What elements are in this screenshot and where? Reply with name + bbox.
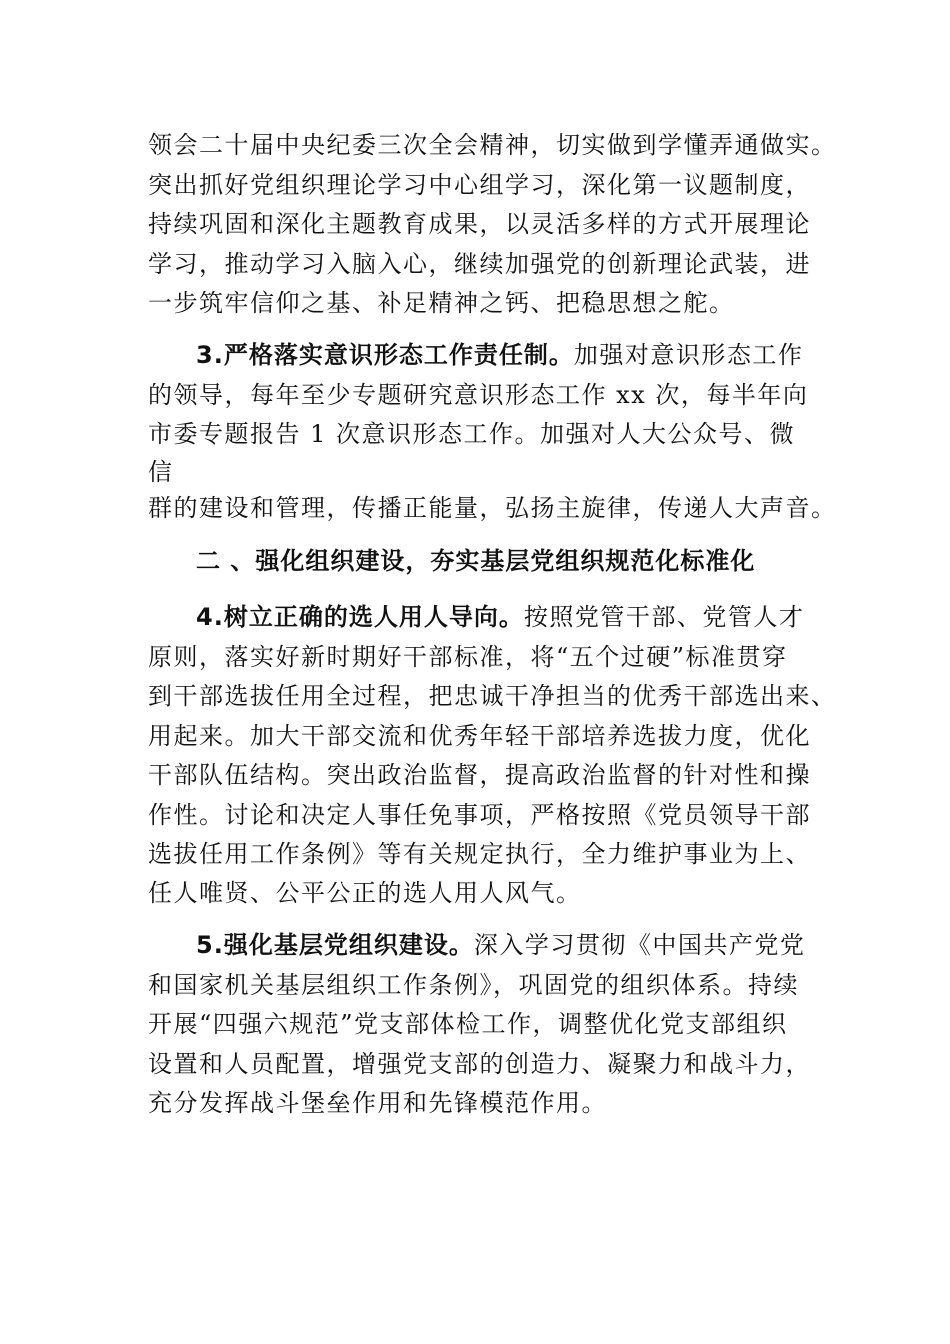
item-4-line-6: 作性。讨论和决定人事任免事项，严格按照《党员领导干部: [148, 801, 811, 829]
section-2-heading: 二 、强化组织建设，夯实基层党组织规范化标准化: [196, 547, 756, 575]
paragraph-1-line-2: 突出抓好党组织理论学习中心组学习，深化第一议题制度，: [148, 171, 811, 199]
item-4-line-7: 选拔任用工作条例》等有关规定执行，全力维护事业为上、: [148, 840, 811, 868]
item-4-line-1-rest: 按照党管干部、党管人才: [523, 603, 805, 631]
item-5-title: 5.强化基层党组织建设。: [196, 931, 474, 959]
item-4-title: 4.树立正确的选人用人导向。: [196, 603, 524, 631]
item-5-line-5: 充分发挥战斗堡垒作用和先锋模范作用。: [148, 1089, 607, 1117]
item-4-first-line: [196, 597, 804, 637]
item-5-line-4: 设置和人员配置，增强党支部的创造力、凝聚力和战斗力，: [148, 1050, 811, 1078]
item-5-first-line: [196, 925, 805, 965]
item-5-line-2: 和国家机关基层组织工作条例》，巩固党的组织体系。持续: [148, 971, 799, 999]
item-4-line-4: 用起来。加大干部交流和优秀年轻干部培养选拔力度，优化: [148, 722, 811, 750]
item-3-line-4: 信: [148, 458, 174, 486]
item-3-line-5: 群的建设和管理，传播正能量，弘扬主旋律，传递人大声音。: [148, 494, 837, 522]
paragraph-1-line-1: 领会二十届中央纪委三次全会精神，切实做到学懂弄通做实。: [148, 131, 837, 159]
item-5-line-1-rest: 深入学习贯彻《中国共产党党: [473, 931, 806, 959]
item-3-line-3: 市委专题报告 1 次意识形态工作。加强对人大公众号、微: [148, 420, 796, 448]
item-3-line-2: 的领导，每年至少专题研究意识形态工作 xx 次，每半年向: [148, 381, 809, 409]
paragraph-1-line-3: 持续巩固和深化主题教育成果，以灵活多样的方式开展理论: [148, 210, 811, 238]
item-4-line-2: 原则，落实好新时期好干部标准，将“五个过硬”标准贯穿: [148, 643, 788, 671]
item-4-line-3: 到干部选拔任用全过程，把忠诚干净担当的优秀干部选出来、: [148, 682, 837, 710]
item-5-line-3: 开展“四强六规范”党支部体检工作，调整优化党支部组织: [148, 1010, 788, 1038]
paragraph-1-line-5: 一步筑牢信仰之基、补足精神之钙、把稳思想之舵。: [148, 289, 735, 317]
item-4-line-5: 干部队伍结构。突出政治监督，提高政治监督的针对性和操: [148, 761, 811, 789]
item-3-first-line: [196, 335, 803, 375]
item-3-line-1-rest: 加强对意识形态工作: [573, 341, 804, 369]
item-3-title: 3.严格落实意识形态工作责任制。: [196, 341, 574, 369]
paragraph-1-line-4: 学习，推动学习入脑入心，继续加强党的创新理论武装，进: [148, 250, 811, 278]
item-4-line-8: 任人唯贤、公平公正的选人用人风气。: [148, 879, 582, 907]
